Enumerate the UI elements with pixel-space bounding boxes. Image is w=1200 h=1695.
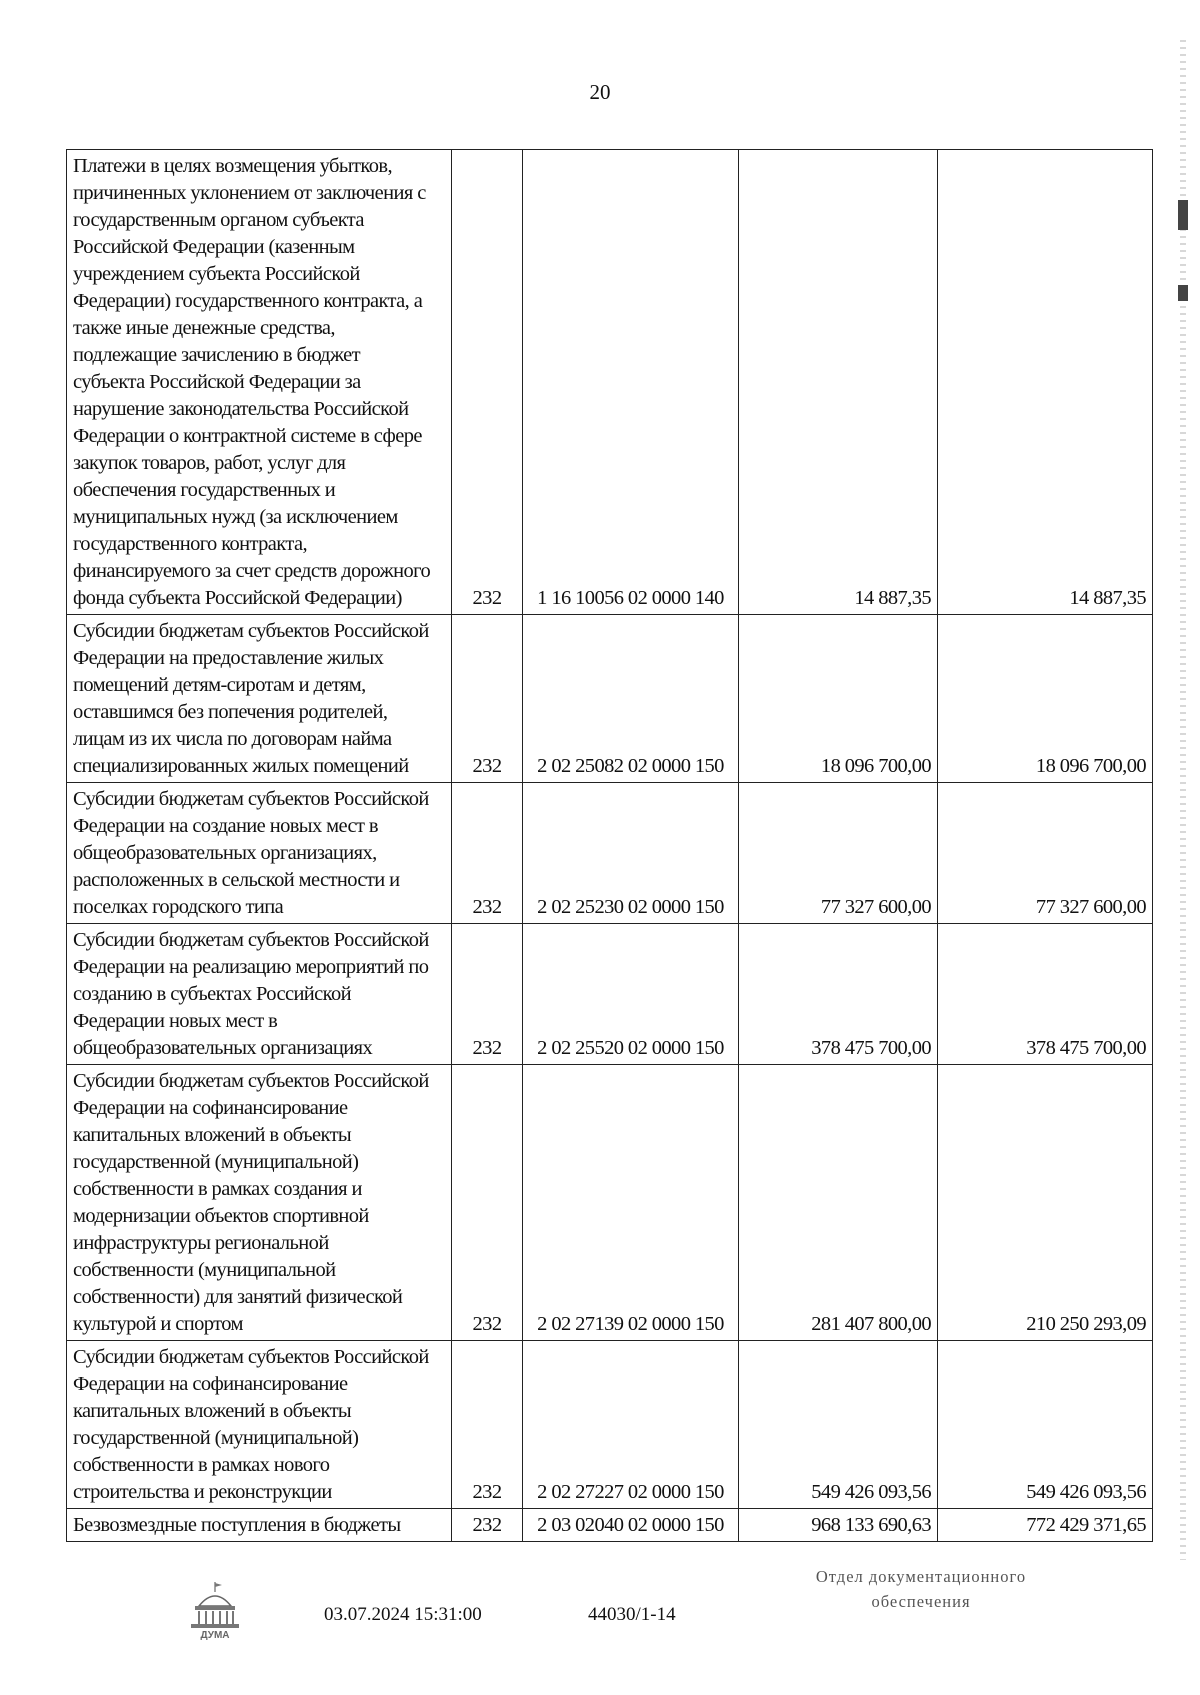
revenue-table — [66, 149, 1153, 1542]
stamp-line: обеспечения — [871, 1592, 971, 1611]
administrator-code-cell: 232 — [452, 924, 523, 1065]
revenue-name-line: модернизации объектов спортивной — [73, 1205, 369, 1227]
revenue-name-line: государственного контракта, — [73, 533, 308, 555]
revenue-name-line: специализированных жилых помещений — [73, 755, 409, 777]
revenue-name-cell — [67, 615, 452, 783]
administrator-code-cell: 232 — [452, 150, 523, 615]
revenue-name-line: Федерации на софинансирование — [73, 1373, 348, 1395]
administrator-code-cell: 232 — [452, 615, 523, 783]
stamp-line: Отдел документационного — [815, 1567, 1027, 1586]
revenue-name-line: собственности в рамках создания и — [73, 1178, 362, 1200]
revenue-name-line: нарушение законодательства Российской — [73, 398, 409, 420]
revenue-name-line: расположенных в сельской местности и — [73, 869, 400, 891]
revenue-name-line: поселках городского типа — [73, 896, 284, 918]
revenue-name-cell — [67, 783, 452, 924]
planned-amount-cell: 281 407 800,00 — [739, 1065, 938, 1341]
revenue-name-cell — [67, 924, 452, 1065]
revenue-name-cell — [67, 150, 452, 615]
revenue-name-line: Федерации новых мест в — [73, 1010, 278, 1032]
revenue-name-line: собственности) для занятий физической — [73, 1286, 403, 1308]
revenue-name-cell — [67, 1065, 452, 1341]
revenue-name-line: общеобразовательных организациях — [73, 1037, 373, 1059]
administrator-code-cell: 232 — [452, 783, 523, 924]
revenue-name-line: государственным органом субъекта — [73, 209, 364, 231]
revenue-name-line: фонда субъекта Российской Федерации) — [73, 587, 402, 609]
revenue-name-line: Субсидии бюджетам субъектов Российской — [73, 1070, 429, 1092]
revenue-name-line: учреждением субъекта Российской — [73, 263, 360, 285]
table-row — [67, 783, 1153, 924]
budget-classification-code-cell: 1 16 10056 02 0000 140 — [523, 150, 739, 615]
planned-amount-cell: 549 426 093,56 — [739, 1341, 938, 1509]
revenue-name-line: Федерации) государственного контракта, а — [73, 290, 423, 312]
actual-amount-cell: 210 250 293,09 — [938, 1065, 1153, 1341]
table-row — [67, 1341, 1153, 1509]
revenue-name-line: инфраструктуры региональной — [73, 1232, 329, 1254]
table-row — [67, 615, 1153, 783]
table-row — [67, 924, 1153, 1065]
budget-classification-code-cell: 2 03 02040 02 0000 150 — [523, 1509, 739, 1542]
revenue-name-line: Федерации на создание новых мест в — [73, 815, 378, 837]
revenue-name-line: Федерации о контрактной системе в сфере — [73, 425, 422, 447]
planned-amount-cell: 378 475 700,00 — [739, 924, 938, 1065]
duma-building-icon — [185, 1580, 245, 1642]
revenue-name-line: созданию в субъектах Российской — [73, 983, 352, 1005]
actual-amount-cell: 378 475 700,00 — [938, 924, 1153, 1065]
scan-edge-artifact — [1180, 40, 1186, 1560]
administrator-code-cell: 232 — [452, 1509, 523, 1542]
planned-amount-cell: 14 887,35 — [739, 150, 938, 615]
budget-classification-code-cell: 2 02 25082 02 0000 150 — [523, 615, 739, 783]
revenue-name-line: оставшимся без попечения родителей, — [73, 701, 388, 723]
actual-amount-cell: 14 887,35 — [938, 150, 1153, 615]
administrator-code-cell: 232 — [452, 1065, 523, 1341]
revenue-name-line: Безвозмездные поступления в бюджеты — [73, 1514, 401, 1536]
revenue-name-line: Федерации на софинансирование — [73, 1097, 348, 1119]
table-row — [67, 150, 1153, 615]
revenue-name-line: общеобразовательных организациях, — [73, 842, 377, 864]
table-row — [67, 1509, 1153, 1542]
page-number: 20 — [589, 80, 611, 104]
scan-mark — [1178, 200, 1188, 230]
revenue-name-line: Федерации на реализацию мероприятий по — [73, 956, 429, 978]
revenue-name-line: собственности в рамках нового — [73, 1454, 330, 1476]
revenue-name-line: муниципальных нужд (за исключением — [73, 506, 398, 528]
revenue-name-line: Субсидии бюджетам субъектов Российской — [73, 1346, 429, 1368]
revenue-name-cell — [67, 1509, 452, 1542]
footer-date: 03.07.2024 15:31:00 — [324, 1604, 482, 1625]
revenue-name-line: строительства и реконструкции — [73, 1481, 332, 1503]
revenue-name-cell — [67, 1341, 452, 1509]
revenue-name-line: также иные денежные средства, — [73, 317, 335, 339]
revenue-name-line: государственной (муниципальной) — [73, 1427, 359, 1449]
revenue-name-line: Субсидии бюджетам субъектов Российской — [73, 788, 429, 810]
administrator-code-cell: 232 — [452, 1341, 523, 1509]
revenue-name-line: финансируемого за счет средств дорожного — [73, 560, 431, 582]
planned-amount-cell: 968 133 690,63 — [739, 1509, 938, 1542]
actual-amount-cell: 18 096 700,00 — [938, 615, 1153, 783]
budget-classification-code-cell: 2 02 27139 02 0000 150 — [523, 1065, 739, 1341]
revenue-name-line: причиненных уклонением от заключения с — [73, 182, 426, 204]
revenue-name-line: лицам из их числа по договорам найма — [73, 728, 392, 750]
scan-mark — [1178, 285, 1188, 301]
revenue-name-line: капитальных вложений в объекты — [73, 1400, 352, 1422]
actual-amount-cell: 772 429 371,65 — [938, 1509, 1153, 1542]
revenue-name-line: Платежи в целях возмещения убытков, — [73, 155, 392, 177]
revenue-name-line: Федерации на предоставление жилых — [73, 647, 384, 669]
revenue-name-line: собственности (муниципальной — [73, 1259, 336, 1281]
revenue-name-line: Субсидии бюджетам субъектов Российской — [73, 620, 429, 642]
revenue-name-line: Субсидии бюджетам субъектов Российской — [73, 929, 429, 951]
revenue-name-line: государственной (муниципальной) — [73, 1151, 359, 1173]
actual-amount-cell: 77 327 600,00 — [938, 783, 1153, 924]
revenue-name-line: культурой и спортом — [73, 1313, 243, 1335]
revenue-name-line: обеспечения государственных и — [73, 479, 336, 501]
revenue-name-line: капитальных вложений в объекты — [73, 1124, 352, 1146]
budget-classification-code-cell: 2 02 25520 02 0000 150 — [523, 924, 739, 1065]
planned-amount-cell: 18 096 700,00 — [739, 615, 938, 783]
budget-classification-code-cell: 2 02 25230 02 0000 150 — [523, 783, 739, 924]
revenue-name-line: Российской Федерации (казенным — [73, 236, 355, 258]
planned-amount-cell: 77 327 600,00 — [739, 783, 938, 924]
revenue-name-line: помещений детям-сиротам и детям, — [73, 674, 366, 696]
revenue-name-line: подлежащие зачислению в бюджет — [73, 344, 360, 366]
revenue-name-line: субъекта Российской Федерации за — [73, 371, 361, 393]
department-stamp — [776, 1564, 1066, 1614]
budget-classification-code-cell: 2 02 27227 02 0000 150 — [523, 1341, 739, 1509]
actual-amount-cell: 549 426 093,56 — [938, 1341, 1153, 1509]
revenue-name-line: закупок товаров, работ, услуг для — [73, 452, 346, 474]
table-row — [67, 1065, 1153, 1341]
table-body — [67, 150, 1153, 1542]
logo-text: ДУМА — [200, 1630, 230, 1641]
footer-registration-number: 44030/1-14 — [588, 1604, 676, 1625]
